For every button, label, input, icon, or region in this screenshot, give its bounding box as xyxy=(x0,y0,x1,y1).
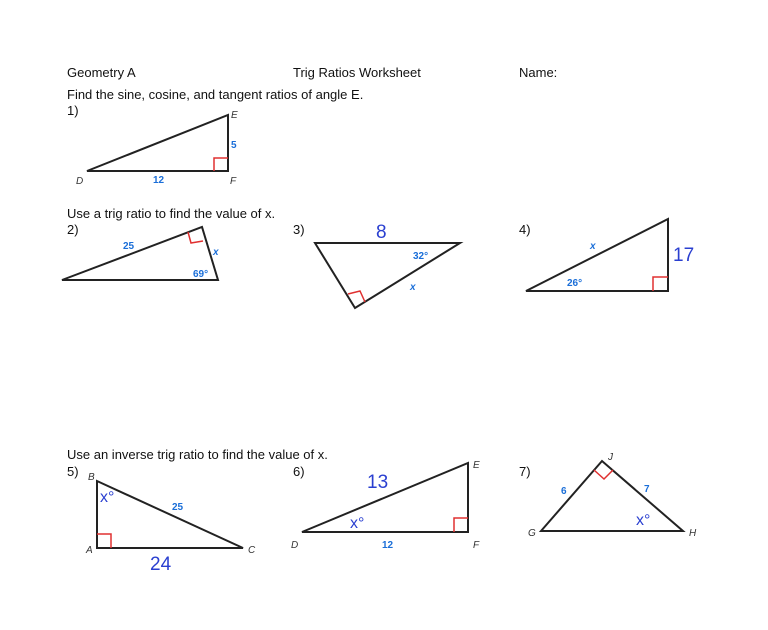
problem-4-number: 4) xyxy=(519,222,531,237)
problem-7-number: 7) xyxy=(519,464,531,479)
p5-vertex-a: A xyxy=(86,545,93,556)
problem-5-number: 5) xyxy=(67,464,79,479)
name-label: Name: xyxy=(519,65,558,80)
p7-vertex-j: J xyxy=(608,452,613,463)
problem-6-number: 6) xyxy=(293,464,305,479)
course-label: Geometry A xyxy=(67,65,136,80)
p4-side-x: x xyxy=(590,241,596,252)
problem-3-triangle xyxy=(315,222,460,308)
p6-angle-x: x° xyxy=(350,515,365,532)
p1-vertex-e: E xyxy=(231,110,238,121)
p5-vertex-c: C xyxy=(248,545,256,556)
p3-side-x: x xyxy=(410,282,416,293)
p2-side-x: x xyxy=(213,247,219,258)
p5-side-25: 25 xyxy=(172,502,184,513)
worksheet-title: Trig Ratios Worksheet xyxy=(293,65,421,80)
p7-vertex-g: G xyxy=(528,528,536,539)
p4-side-17: 17 xyxy=(673,245,695,266)
p1-vertex-f: F xyxy=(230,176,237,187)
p6-side-13: 13 xyxy=(367,472,389,493)
p1-side-12: 12 xyxy=(153,175,165,186)
p7-vertex-h: H xyxy=(689,528,697,539)
instruction-part2: Use a trig ratio to find the value of x. xyxy=(67,206,276,221)
p7-side-6: 6 xyxy=(561,486,567,497)
p1-side-5: 5 xyxy=(231,140,237,151)
p6-side-12: 12 xyxy=(382,540,394,551)
p7-angle-x: x° xyxy=(636,512,651,529)
p7-side-7: 7 xyxy=(644,484,650,495)
p5-angle-x: x° xyxy=(100,489,115,506)
instruction-part1: Find the sine, cosine, and tangent ratios of angle E. xyxy=(67,87,364,102)
problem-3-number: 3) xyxy=(293,222,305,237)
problem-1-triangle xyxy=(76,110,238,187)
p6-vertex-e: E xyxy=(473,460,480,471)
problem-2-triangle xyxy=(62,227,219,280)
instruction-part3: Use an inverse trig ratio to find the value of x. xyxy=(67,447,328,462)
problem-1-number: 1) xyxy=(67,103,79,118)
p4-angle-26: 26° xyxy=(567,278,583,289)
p3-angle-32: 32° xyxy=(413,251,429,262)
p2-side-25: 25 xyxy=(123,241,135,252)
p1-vertex-d: D xyxy=(76,176,84,187)
problem-5-triangle xyxy=(85,472,256,575)
p3-side-8: 8 xyxy=(376,222,387,243)
p6-vertex-d: D xyxy=(291,540,299,551)
problem-2-number: 2) xyxy=(67,222,79,237)
p6-vertex-f: F xyxy=(473,540,480,551)
problem-7-triangle xyxy=(528,452,697,539)
problem-4-triangle xyxy=(526,219,694,291)
p2-angle-69: 69° xyxy=(193,269,209,280)
p5-side-24: 24 xyxy=(150,554,172,575)
p5-vertex-b: B xyxy=(88,472,95,483)
problem-6-triangle xyxy=(291,460,480,551)
